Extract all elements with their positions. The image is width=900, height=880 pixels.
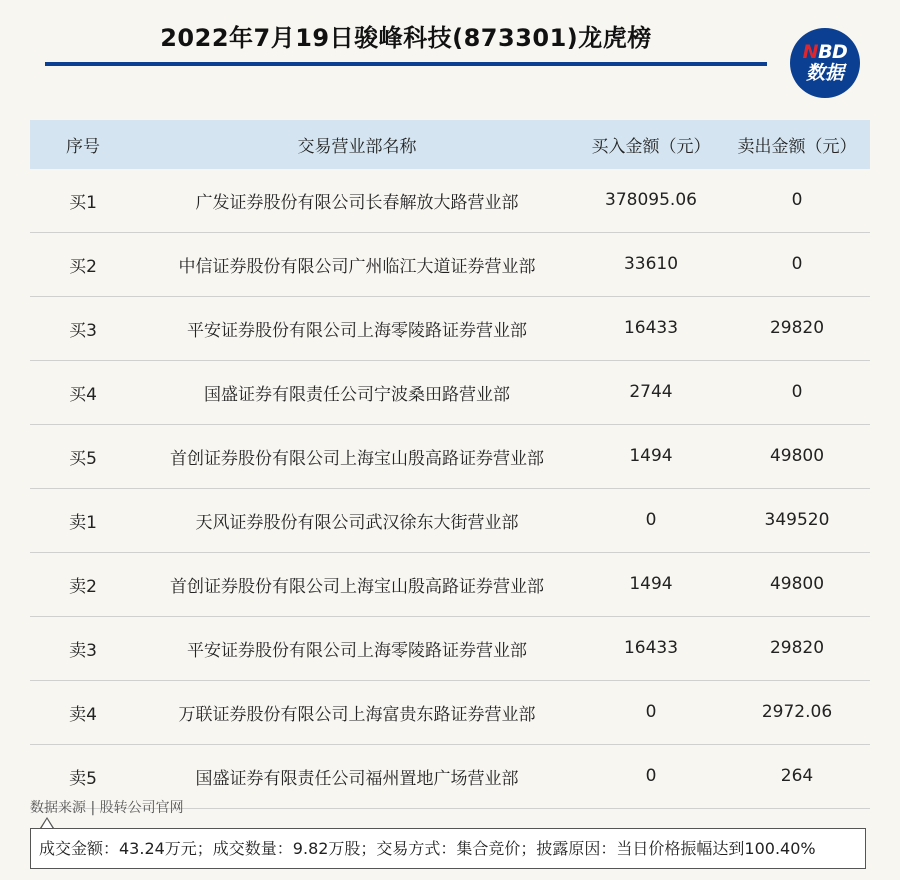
table-row bbox=[30, 425, 870, 489]
buy-amount-cell: 0 bbox=[578, 489, 724, 553]
sell-amount-cell: 29820 bbox=[724, 617, 870, 681]
sell-amount-cell: 49800 bbox=[724, 425, 870, 489]
branch-name-cell: 平安证券股份有限公司上海零陵路证券营业部 bbox=[136, 297, 578, 361]
trade-summary-note: 成交金额：43.24万元；成交数量：9.82万股；交易方式：集合竞价；披露原因：当日价格振幅达到100.40% bbox=[30, 828, 866, 869]
buy-amount-cell: 378095.06 bbox=[578, 169, 724, 233]
buy-amount-cell: 16433 bbox=[578, 297, 724, 361]
page-title: 2022年7月19日骏峰科技(873301)龙虎榜 bbox=[160, 24, 652, 52]
rank-cell: 买5 bbox=[30, 425, 136, 489]
table-row bbox=[30, 233, 870, 297]
table-row bbox=[30, 617, 870, 681]
buy-amount-cell: 0 bbox=[578, 681, 724, 745]
header-rank: 序号 bbox=[30, 120, 136, 169]
header-branch-name: 交易营业部名称 bbox=[136, 120, 578, 169]
buy-amount-cell: 33610 bbox=[578, 233, 724, 297]
rank-cell: 卖2 bbox=[30, 553, 136, 617]
rank-cell: 卖1 bbox=[30, 489, 136, 553]
buy-amount-cell: 1494 bbox=[578, 553, 724, 617]
header-sell-amount: 卖出金额（元） bbox=[724, 120, 870, 169]
buy-amount-cell: 0 bbox=[578, 745, 724, 809]
sell-amount-cell: 264 bbox=[724, 745, 870, 809]
sell-amount-cell: 0 bbox=[724, 361, 870, 425]
table-row bbox=[30, 169, 870, 233]
rank-cell: 卖4 bbox=[30, 681, 136, 745]
data-source-label: 数据来源 | 股转公司官网 bbox=[30, 800, 184, 816]
table-header-row bbox=[30, 120, 870, 169]
buy-amount-cell: 16433 bbox=[578, 617, 724, 681]
table-row bbox=[30, 553, 870, 617]
buy-amount-cell: 1494 bbox=[578, 425, 724, 489]
sell-amount-cell: 49800 bbox=[724, 553, 870, 617]
branch-name-cell: 万联证券股份有限公司上海富贵东路证券营业部 bbox=[136, 681, 578, 745]
table-row bbox=[30, 361, 870, 425]
sell-amount-cell: 0 bbox=[724, 233, 870, 297]
table-row bbox=[30, 297, 870, 361]
rank-cell: 卖3 bbox=[30, 617, 136, 681]
sell-amount-cell: 349520 bbox=[724, 489, 870, 553]
dragon-tiger-table bbox=[30, 120, 870, 809]
sell-amount-cell: 0 bbox=[724, 169, 870, 233]
header-buy-amount: 买入金额（元） bbox=[578, 120, 724, 169]
table-row bbox=[30, 489, 870, 553]
branch-name-cell: 中信证券股份有限公司广州临江大道证券营业部 bbox=[136, 233, 578, 297]
branch-name-cell: 天风证券股份有限公司武汉徐东大街营业部 bbox=[136, 489, 578, 553]
branch-name-cell: 首创证券股份有限公司上海宝山殷高路证券营业部 bbox=[136, 425, 578, 489]
rank-cell: 买4 bbox=[30, 361, 136, 425]
sell-amount-cell: 29820 bbox=[724, 297, 870, 361]
table-row bbox=[30, 681, 870, 745]
rank-cell: 买3 bbox=[30, 297, 136, 361]
sell-amount-cell: 2972.06 bbox=[724, 681, 870, 745]
rank-cell: 买1 bbox=[30, 169, 136, 233]
rank-cell: 卖5 bbox=[30, 745, 136, 809]
branch-name-cell: 平安证券股份有限公司上海零陵路证券营业部 bbox=[136, 617, 578, 681]
branch-name-cell: 国盛证券有限责任公司宁波桑田路营业部 bbox=[136, 361, 578, 425]
title-underline bbox=[45, 62, 767, 66]
branch-name-cell: 首创证券股份有限公司上海宝山殷高路证券营业部 bbox=[136, 553, 578, 617]
buy-amount-cell: 2744 bbox=[578, 361, 724, 425]
branch-name-cell: 国盛证券有限责任公司福州置地广场营业部 bbox=[136, 745, 578, 809]
branch-name-cell: 广发证券股份有限公司长春解放大路营业部 bbox=[136, 169, 578, 233]
rank-cell: 买2 bbox=[30, 233, 136, 297]
nbd-logo: NBD 数据 bbox=[790, 28, 860, 98]
